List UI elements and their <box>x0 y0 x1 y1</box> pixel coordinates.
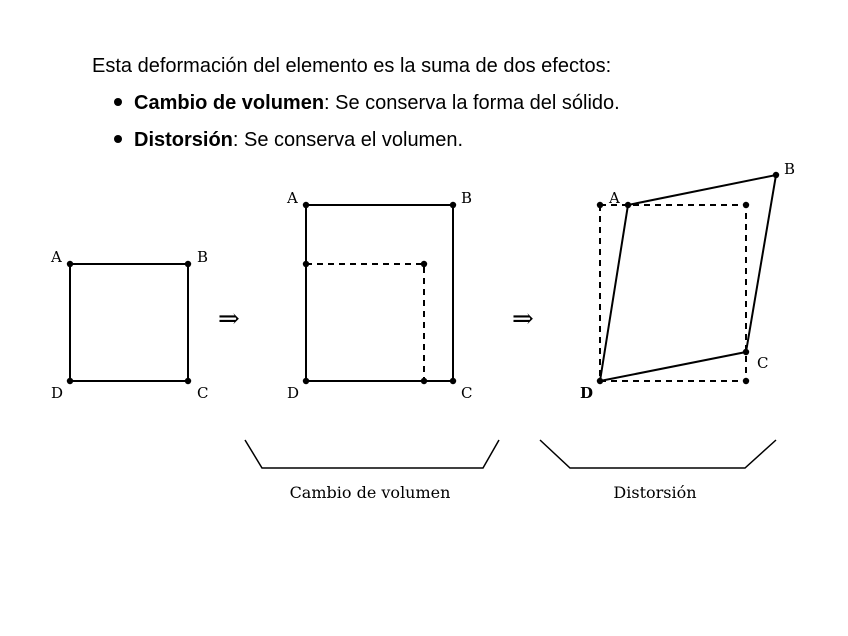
vertex-a <box>67 261 73 267</box>
original-vertex <box>421 261 427 267</box>
vertex-a <box>625 202 631 208</box>
label-c: C <box>461 384 473 402</box>
brace-volume-change <box>245 440 499 468</box>
original-square <box>70 264 188 381</box>
vertex-c <box>743 349 749 355</box>
arrow-implies-2: ⇒ <box>512 304 534 334</box>
label-d: D <box>287 384 300 402</box>
arrow-implies-1: ⇒ <box>218 304 240 334</box>
expanded-square <box>306 205 453 381</box>
label-b: B <box>784 160 796 178</box>
caption-volume-change: Cambio de volumen <box>289 483 451 502</box>
caption-distortion: Distorsión <box>613 483 697 502</box>
original-vertex <box>421 378 427 384</box>
intro-text: Esta deformación del elemento es la suma de dos efectos: <box>92 55 612 77</box>
vertex-d <box>67 378 73 384</box>
vertex-d <box>597 378 603 384</box>
bullet-text: : Se conserva la forma del sólido. <box>324 92 620 114</box>
label-a: A <box>51 248 62 266</box>
label-c: C <box>197 384 209 402</box>
distortion-element <box>580 160 795 402</box>
label-b: B <box>197 248 209 266</box>
reference-vertex <box>597 202 603 208</box>
original-outline-dashed <box>306 264 424 381</box>
volume-change-element <box>286 189 472 402</box>
label-d: D <box>580 384 594 402</box>
vertex-d <box>303 378 309 384</box>
brace-distortion <box>540 440 776 468</box>
label-d: D <box>51 384 64 402</box>
vertex-b <box>450 202 456 208</box>
bullet-term: Cambio de volumen <box>134 92 325 114</box>
vertex-c <box>185 378 191 384</box>
label-b: B <box>461 189 473 207</box>
bullet-text: : Se conserva el volumen. <box>232 129 464 151</box>
vertex-b <box>185 261 191 267</box>
label-a: A <box>287 189 298 207</box>
bullet-term: Distorsión <box>134 129 233 151</box>
label-c: C <box>757 354 769 372</box>
vertex-b <box>773 172 779 178</box>
reference-vertex <box>743 378 749 384</box>
reference-square-dashed <box>600 205 746 381</box>
reference-vertex <box>743 202 749 208</box>
original-vertex <box>303 261 309 267</box>
vertex-c <box>450 378 456 384</box>
label-a: A <box>609 189 620 207</box>
vertex-a <box>303 202 309 208</box>
original-element <box>50 248 208 402</box>
